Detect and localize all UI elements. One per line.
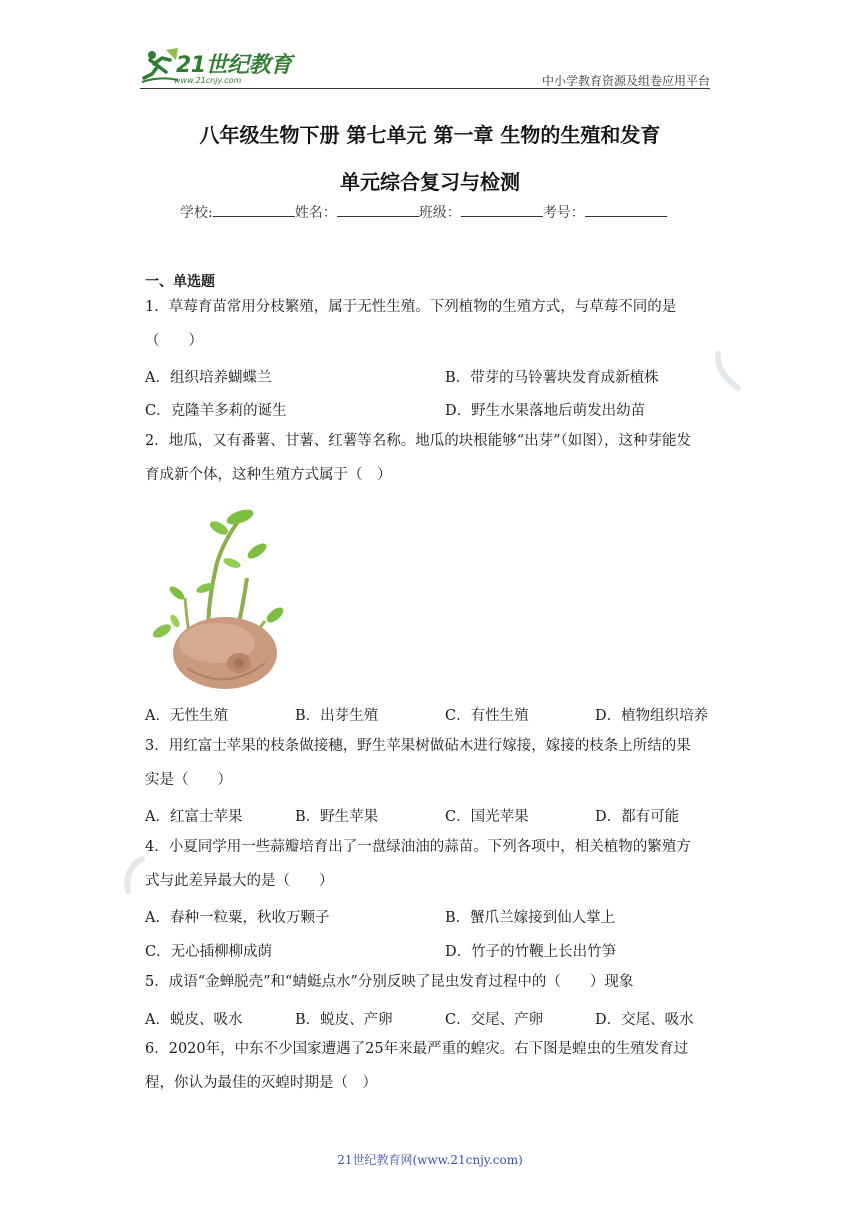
question-stem: 4．小夏同学用一些蒜瓣培育出了一盘绿油油的蒜苗。下列各项中，相关植物的繁殖方 [145, 839, 691, 855]
option-a: A．组织培养蝴蝶兰 [145, 370, 272, 386]
logo-url: www.21cnjy.com [174, 76, 242, 85]
option-c: C．有性生殖 [445, 708, 529, 724]
watermark-mark-icon [120, 855, 148, 895]
page-footer: 21世纪教育网(www.21cnjy.com) [337, 1153, 523, 1167]
option-a: A．蜕皮、吸水 [145, 1012, 243, 1028]
option-d: D．竹子的竹鞭上长出竹笋 [445, 944, 617, 960]
class-label: 班级： [418, 205, 461, 221]
question-2 [145, 425, 720, 492]
school-label: 学校: [180, 205, 213, 221]
question-stem: 式与此差异最大的是（ ） [145, 872, 334, 889]
page-subtitle: 单元综合复习与检测 [340, 170, 520, 194]
option-a: A．无性生殖 [145, 708, 228, 724]
option-b: B．野生苹果 [295, 809, 379, 825]
option-d: D．植物组织培养 [595, 708, 709, 724]
student-info-row [180, 202, 667, 222]
option-a: A．红富士苹果 [145, 809, 243, 825]
section-title: 一、单选题 [145, 274, 215, 290]
watermark-mark-icon [712, 350, 744, 392]
exam-no-label: 考号： [542, 205, 585, 221]
option-c: C．国光苹果 [445, 809, 529, 825]
name-field[interactable] [337, 202, 419, 217]
logo [140, 42, 310, 90]
sweet-potato-sprouting-image [147, 503, 297, 693]
question-stem: 实是（ ） [145, 771, 232, 788]
question-stem: （ ） [145, 332, 203, 349]
option-b: B．蟹爪兰嫁接到仙人掌上 [445, 910, 616, 926]
question-stem: 育成新个体，这种生殖方式属于（ ） [145, 466, 392, 483]
option-a: A．春种一粒粟，秋收万颗子 [145, 910, 330, 926]
question-stem: 5．成语“金蝉脱壳”和“蜻蜓点水”分别反映了昆虫发育过程中的（ ）现象 [145, 974, 634, 990]
page-title: 八年级生物下册 第七单元 第一章 生物的生殖和发育 [199, 123, 661, 147]
class-field[interactable] [461, 202, 543, 217]
option-b: B．出芽生殖 [295, 708, 379, 724]
option-b: B．蜕皮、产卵 [295, 1012, 393, 1028]
option-b: B．带芽的马铃薯块发育成新植株 [445, 370, 659, 386]
question-6 [145, 1033, 720, 1100]
header-divider [140, 88, 710, 89]
option-c: C．克隆羊多莉的诞生 [145, 403, 287, 419]
question-stem: 2．地瓜，又有番薯、甘薯、红薯等名称。地瓜的块根能够“出芽”（如图），这种芽能发 [145, 433, 692, 449]
option-c: C．无心插柳柳成荫 [145, 944, 273, 960]
question-3 [145, 730, 720, 797]
option-d: D．交尾、吸水 [595, 1012, 694, 1028]
question-1 [145, 291, 720, 358]
question-stem: 程，你认为最佳的灭蝗时期是（ ） [145, 1074, 377, 1091]
platform-name: 中小学教育资源及组卷应用平台 [541, 74, 710, 88]
name-label: 姓名： [294, 205, 337, 221]
question-stem: 6．2020年，中东不少国家遭遇了25年来最严重的蝗灾。右下图是蝗虫的生殖发育过 [145, 1041, 689, 1057]
exam-no-field[interactable] [585, 202, 667, 217]
school-field[interactable] [213, 202, 295, 217]
option-c: C．交尾、产卵 [445, 1012, 544, 1028]
logo-text: 21世纪教育 [176, 53, 292, 78]
option-d: D．野生水果落地后萌发出幼苗 [445, 403, 646, 419]
question-5 [145, 966, 720, 1000]
question-stem: 1．草莓育苗常用分枝繁殖，属于无性生殖。下列植物的生殖方式，与草莓不同的是 [145, 299, 677, 315]
question-4 [145, 831, 720, 898]
question-stem: 3．用红富士苹果的枝条做接穗，野生苹果树做砧木进行嫁接，嫁接的枝条上所结的果 [145, 738, 691, 754]
option-d: D．都有可能 [595, 809, 680, 825]
